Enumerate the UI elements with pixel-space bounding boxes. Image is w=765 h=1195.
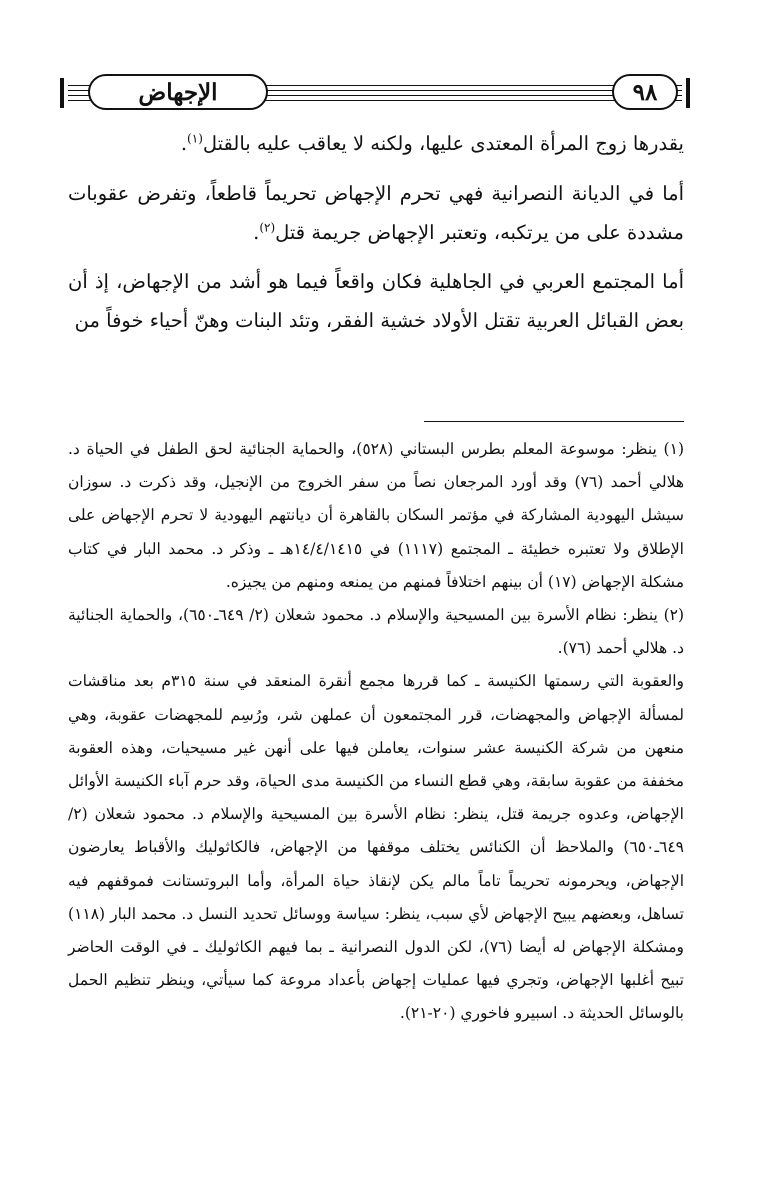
main-text-3 — [68, 262, 684, 340]
page-number: ٩٨ — [612, 74, 678, 110]
footnote-2: (٢) ينظر: نظام الأسرة بين المسيحية والإسلام د. محمود شعلان (٢/ ٦٤٩ـ٦٥٠)، والحماية الجنائية د. هلالي أحمد (٧٦). — [68, 606, 685, 658]
header-right-cap — [686, 78, 690, 108]
footnote-2-continued: والعقوبة التي رسمتها الكنيسة ـ كما قررها مجمع أنقرة المنعقد في سنة ٣١٥م بعد مناقشات لمسألة الإجهاض والمجهضات، قرر المجتمعون أن عملهن شر، ورُسِم للمجهضات عقوبة، وهي منعهن من شركة الكنيسة عشر سنوات، يعاملن فيها على أنهن غير مسيحيات، وهذه العقوبة مخففة من عقوبة سابقة، وهي قطع النساء من الكنيسة مدى الحياة، وقد حرم آباء الكنيسة الأوائل الإجهاض، وعدوه جريمة قتل، ينظر: نظام الأسرة بين المسيحية والإسلام د. محمود شعلان (٢/ ٦٤٩ـ٦٥٠) والملاحظ أن الكنائس يختلف موقفها من الإجهاض، فالكاثوليك والأقباط يعارضون الإجهاض، ويحرمونه تحريماً تاماً مالم يكن لإنقاذ حياة المرأة، وأما البروتستانت فموقفهم فيه تساهل، وبعضهم يبيح الإجهاض لأي سبب، ينظر: سياسة ووسائل تحديد النسل د. محمد البار (١١٨) ومشكلة الإجهاض له أيضا (٧٦)، لكن الدول النصرانية ـ بما فيهم الكاثوليك ـ في الوقت الحاضر تبيح أغلبها الإجهاض، وتجري فيها عمليات إجهاض بأعداد مروعة كما سيأتي، وينظر تنظيم الحمل بالوسائل الحديثة د. اسبيرو فاخوري (٢٠-٢١). — [68, 672, 684, 1023]
footnote-separator — [424, 421, 684, 422]
footnote-ref-1: (١) — [187, 131, 203, 146]
chapter-title: الإجهاض — [88, 74, 268, 110]
footnotes — [68, 433, 684, 1031]
header-left-cap — [60, 78, 64, 108]
main-text-2 — [68, 174, 684, 252]
paragraph-1: يقدرها زوج المرأة المعتدى عليها، ولكنه لا يعاقب عليه بالقتل$^{(١)}$. — [180, 131, 684, 155]
footnote-1: (١) ينظر: موسوعة المعلم بطرس البستاني (٥٢٨)، والحماية الجنائية لحق الطفل في الحياة د. هلالي أحمد (٧٦) وقد أورد المرجعان نصاً من سفر الخروج من الإنجيل، وقد ذكرت د. سوزان سيشل اليهودية المشاركة في مؤتمر السكان بالقاهرة أن ديانتهم اليهودية لا تحرم الإجهاض على الإطلاق ولا تعتبره خطيئة ـ المجتمع (١١١٧) في ١٤/٤/١٤١٥هـ ـ وذكر د. محمد البار في كتاب مشكلة الإجهاض (١٧) أن بينهم اختلافاً فمنهم من يمنعه ومنهم من يجيزه. — [68, 440, 685, 591]
main-text — [68, 124, 684, 163]
footnote-ref-2: (٢) — [259, 220, 276, 235]
paragraph-2: أما في الديانة النصرانية فهي تحرم الإجهاض تحريماً قاطعاً، وتفرض عقوبات مشددة على من يرتكبه، وتعتبر الإجهاض جريمة قتل$^{(٢)}$. — [68, 182, 684, 244]
running-header — [60, 72, 690, 116]
paragraph-3: أما المجتمع العربي في الجاهلية فكان واقعاً فيما هو أشد من الإجهاض، إذ أن بعض القبائل العربية تقتل الأولاد خشية الفقر، وتئد البنات وهنّ أحياء خوفاً من — [68, 270, 684, 332]
